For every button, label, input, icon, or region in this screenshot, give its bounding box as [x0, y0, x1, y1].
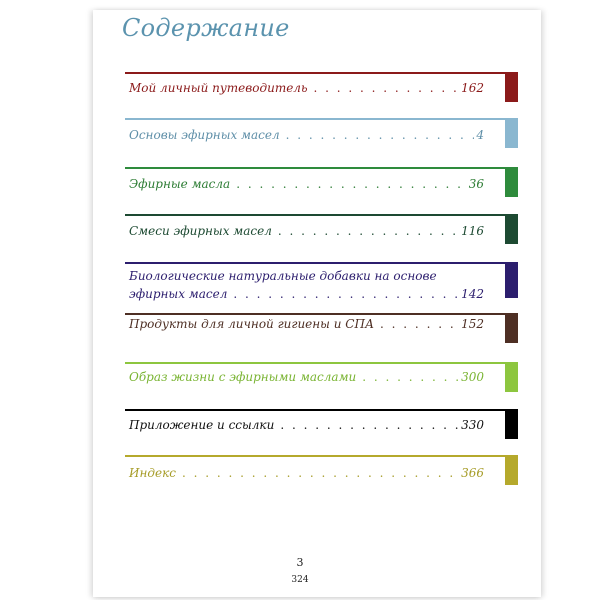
leader-dots	[280, 416, 459, 434]
toc-entry-supplements[interactable]	[125, 262, 518, 301]
page-title: Содержание	[122, 14, 290, 42]
color-tab	[505, 214, 518, 244]
color-tab	[505, 455, 518, 485]
leader-dots	[286, 126, 475, 144]
entry-rule	[125, 72, 506, 74]
entry-page-number: 4	[476, 128, 484, 142]
leader-dots	[233, 285, 459, 303]
leader-dots	[362, 368, 459, 386]
entry-rule	[125, 262, 506, 264]
entry-page-number: 36	[468, 177, 484, 191]
toc-entry-blends[interactable]	[125, 214, 518, 244]
entry-label: Смеси эфирных масел	[129, 224, 272, 238]
leader-dots	[380, 315, 459, 333]
entry-label: Продукты для личной гигиены и СПА	[129, 317, 375, 331]
color-tab	[505, 313, 518, 343]
entry-label: эфирных масел	[129, 287, 228, 301]
entry-page-number: 366	[461, 466, 484, 480]
color-tab	[505, 167, 518, 197]
leader-dots	[278, 222, 459, 240]
sheet-number: 324	[291, 575, 309, 585]
entry-rule	[125, 409, 506, 411]
color-tab	[505, 362, 518, 392]
color-tab	[505, 118, 518, 148]
page-number: 3	[296, 556, 304, 569]
entry-rule	[125, 214, 506, 216]
toc-entry-my-guide[interactable]	[125, 72, 518, 102]
entry-label-line1: Биологические натуральные добавки на основе	[129, 269, 437, 283]
leader-dots	[313, 79, 459, 97]
leader-dots	[236, 175, 467, 193]
entry-page-number: 162	[461, 81, 484, 95]
entry-rule	[125, 362, 506, 364]
color-tab	[505, 262, 518, 298]
toc-entry-hygiene-spa[interactable]	[125, 313, 518, 343]
entry-label: Мой личный путеводитель	[129, 81, 308, 95]
toc-entry-index[interactable]	[125, 455, 518, 485]
entry-page-number: 152	[461, 317, 484, 331]
entry-label: Индекс	[129, 466, 176, 480]
entry-label: Основы эфирных масел	[129, 128, 280, 142]
entry-label: Приложение и ссылки	[129, 418, 275, 432]
entry-rule	[125, 118, 506, 120]
entry-page-number: 116	[461, 224, 484, 238]
entry-page-number: 300	[461, 370, 484, 384]
color-tab	[505, 409, 518, 439]
toc-entry-oils[interactable]	[125, 167, 518, 197]
entry-page-number: 330	[461, 418, 484, 432]
color-tab	[505, 72, 518, 102]
toc-entry-lifestyle[interactable]	[125, 362, 518, 392]
toc-entry-appendix[interactable]	[125, 409, 518, 439]
entry-label: Эфирные масла	[129, 177, 231, 191]
entry-page-number: 142	[461, 287, 484, 301]
entry-rule	[125, 167, 506, 169]
entry-rule	[125, 455, 506, 457]
toc-entry-basics[interactable]	[125, 118, 518, 148]
entry-label: Образ жизни с эфирными маслами	[129, 370, 357, 384]
leader-dots	[182, 464, 459, 482]
